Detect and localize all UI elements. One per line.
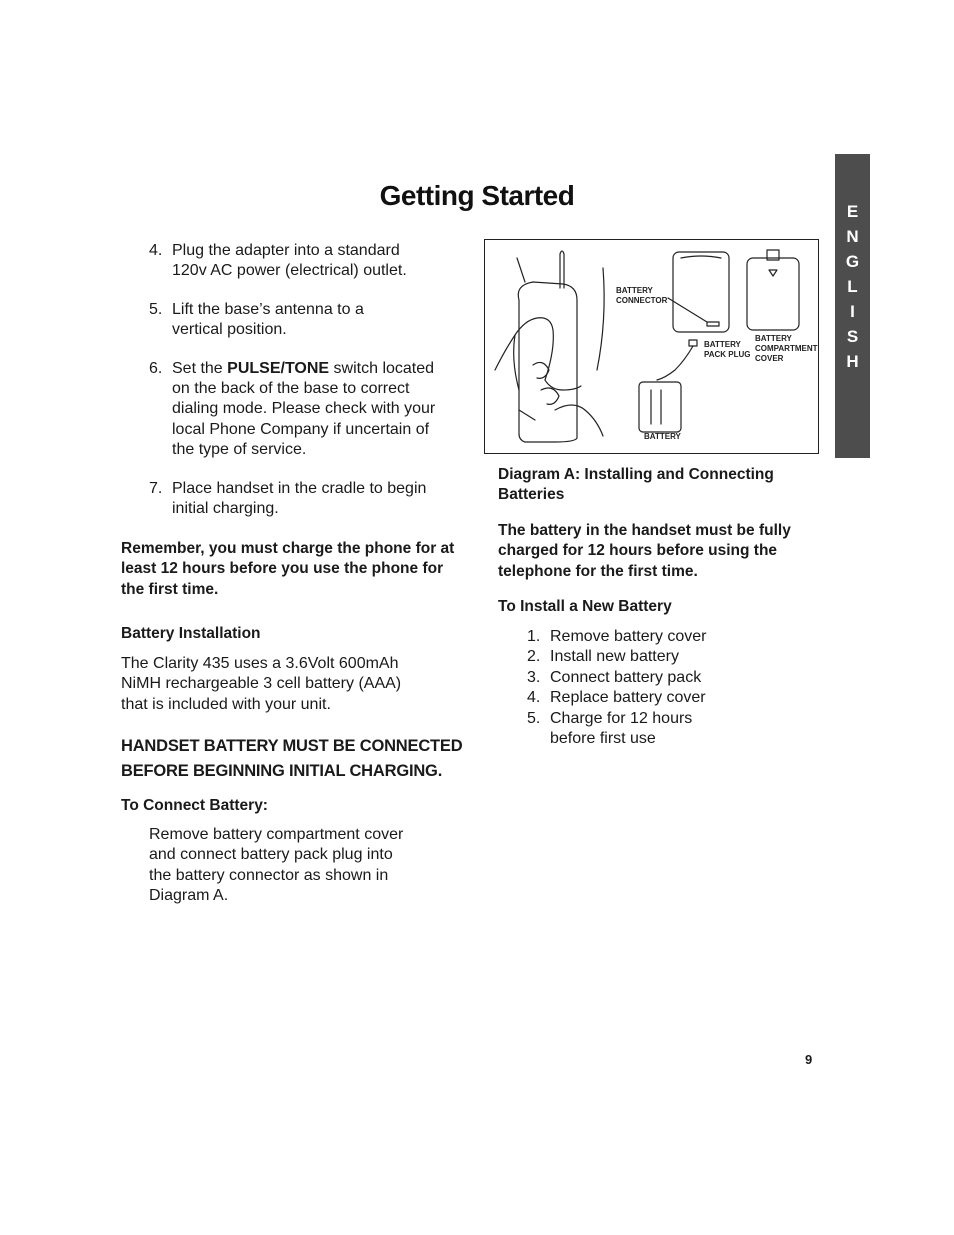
battery-label: BATTERY [644, 432, 681, 441]
install-step: 3. Connect battery pack [527, 668, 702, 686]
install-step: 4. Replace battery cover [527, 689, 706, 707]
setup-steps-list [149, 241, 469, 519]
language-tab-letter: N [846, 227, 859, 246]
diagram-caption: Diagram A: Installing and Connecting Batteries [498, 466, 774, 504]
install-step: 5. Charge for 12 hours before first use [527, 709, 693, 748]
language-tab-letter: S [846, 327, 859, 346]
diagram-a [484, 239, 819, 454]
battery-connector-label: BATTERY CONNECTOR [616, 286, 668, 305]
battery-pack-plug-label: BATTERY PACK PLUG [704, 340, 751, 359]
install-battery-steps-list [527, 627, 787, 749]
language-tab-letter: I [850, 302, 855, 321]
setup-step: 5. Lift the base’s antenna to a vertical position. [149, 300, 364, 339]
battery-installation-text: The Clarity 435 uses a 3.6Volt 600mAh NiMH rechargeable 3 cell battery (AAA) that is included with your unit. [121, 655, 402, 713]
language-tab-letter: H [846, 352, 859, 371]
install-step: 1. Remove battery cover [527, 628, 707, 645]
battery-installation-heading: Battery Installation [121, 625, 261, 642]
setup-step: 4. Plug the adapter into a standard 120v AC power (electrical) outlet. [149, 242, 407, 280]
install-new-battery-heading: To Install a New Battery [498, 598, 672, 615]
setup-step: 7. Place handset in the cradle to begin initial charging. [149, 479, 427, 518]
pulse-tone-switch-label: PULSE/TONE [227, 359, 330, 377]
language-tab-letter: E [846, 202, 859, 221]
language-tab-letter: G [845, 252, 860, 271]
remember-note: Remember, you must charge the phone for at least 12 hours before you use the phone for the first time. [121, 540, 455, 598]
page-number: 9 [805, 1052, 813, 1067]
battery-compartment-cover-label: BATTERY COMPARTMENT COVER [755, 334, 818, 363]
fully-charged-note: The battery in the handset must be fully charged for 12 hours before using the telephone for the first time. [498, 522, 791, 580]
language-tab-letter: L [847, 277, 858, 296]
handset-battery-warning: HANDSET BATTERY MUST BE CONNECTED BEFORE BEGINNING INITIAL CHARGING. [121, 737, 463, 780]
install-step: 2. Install new battery [527, 648, 679, 666]
setup-step: 6. Set the PULSE/TONE switch located on the back of the base to correct dialing mode. Please check with your local Phone Company if uncertain of the type of service. [149, 359, 436, 459]
page-title: Getting Started [379, 180, 575, 211]
language-tab [835, 154, 870, 458]
connect-battery-heading: To Connect Battery: [121, 797, 268, 814]
connect-battery-text: Remove battery compartment cover and connect battery pack plug into the battery connector as shown in Diagram A. [149, 826, 404, 905]
